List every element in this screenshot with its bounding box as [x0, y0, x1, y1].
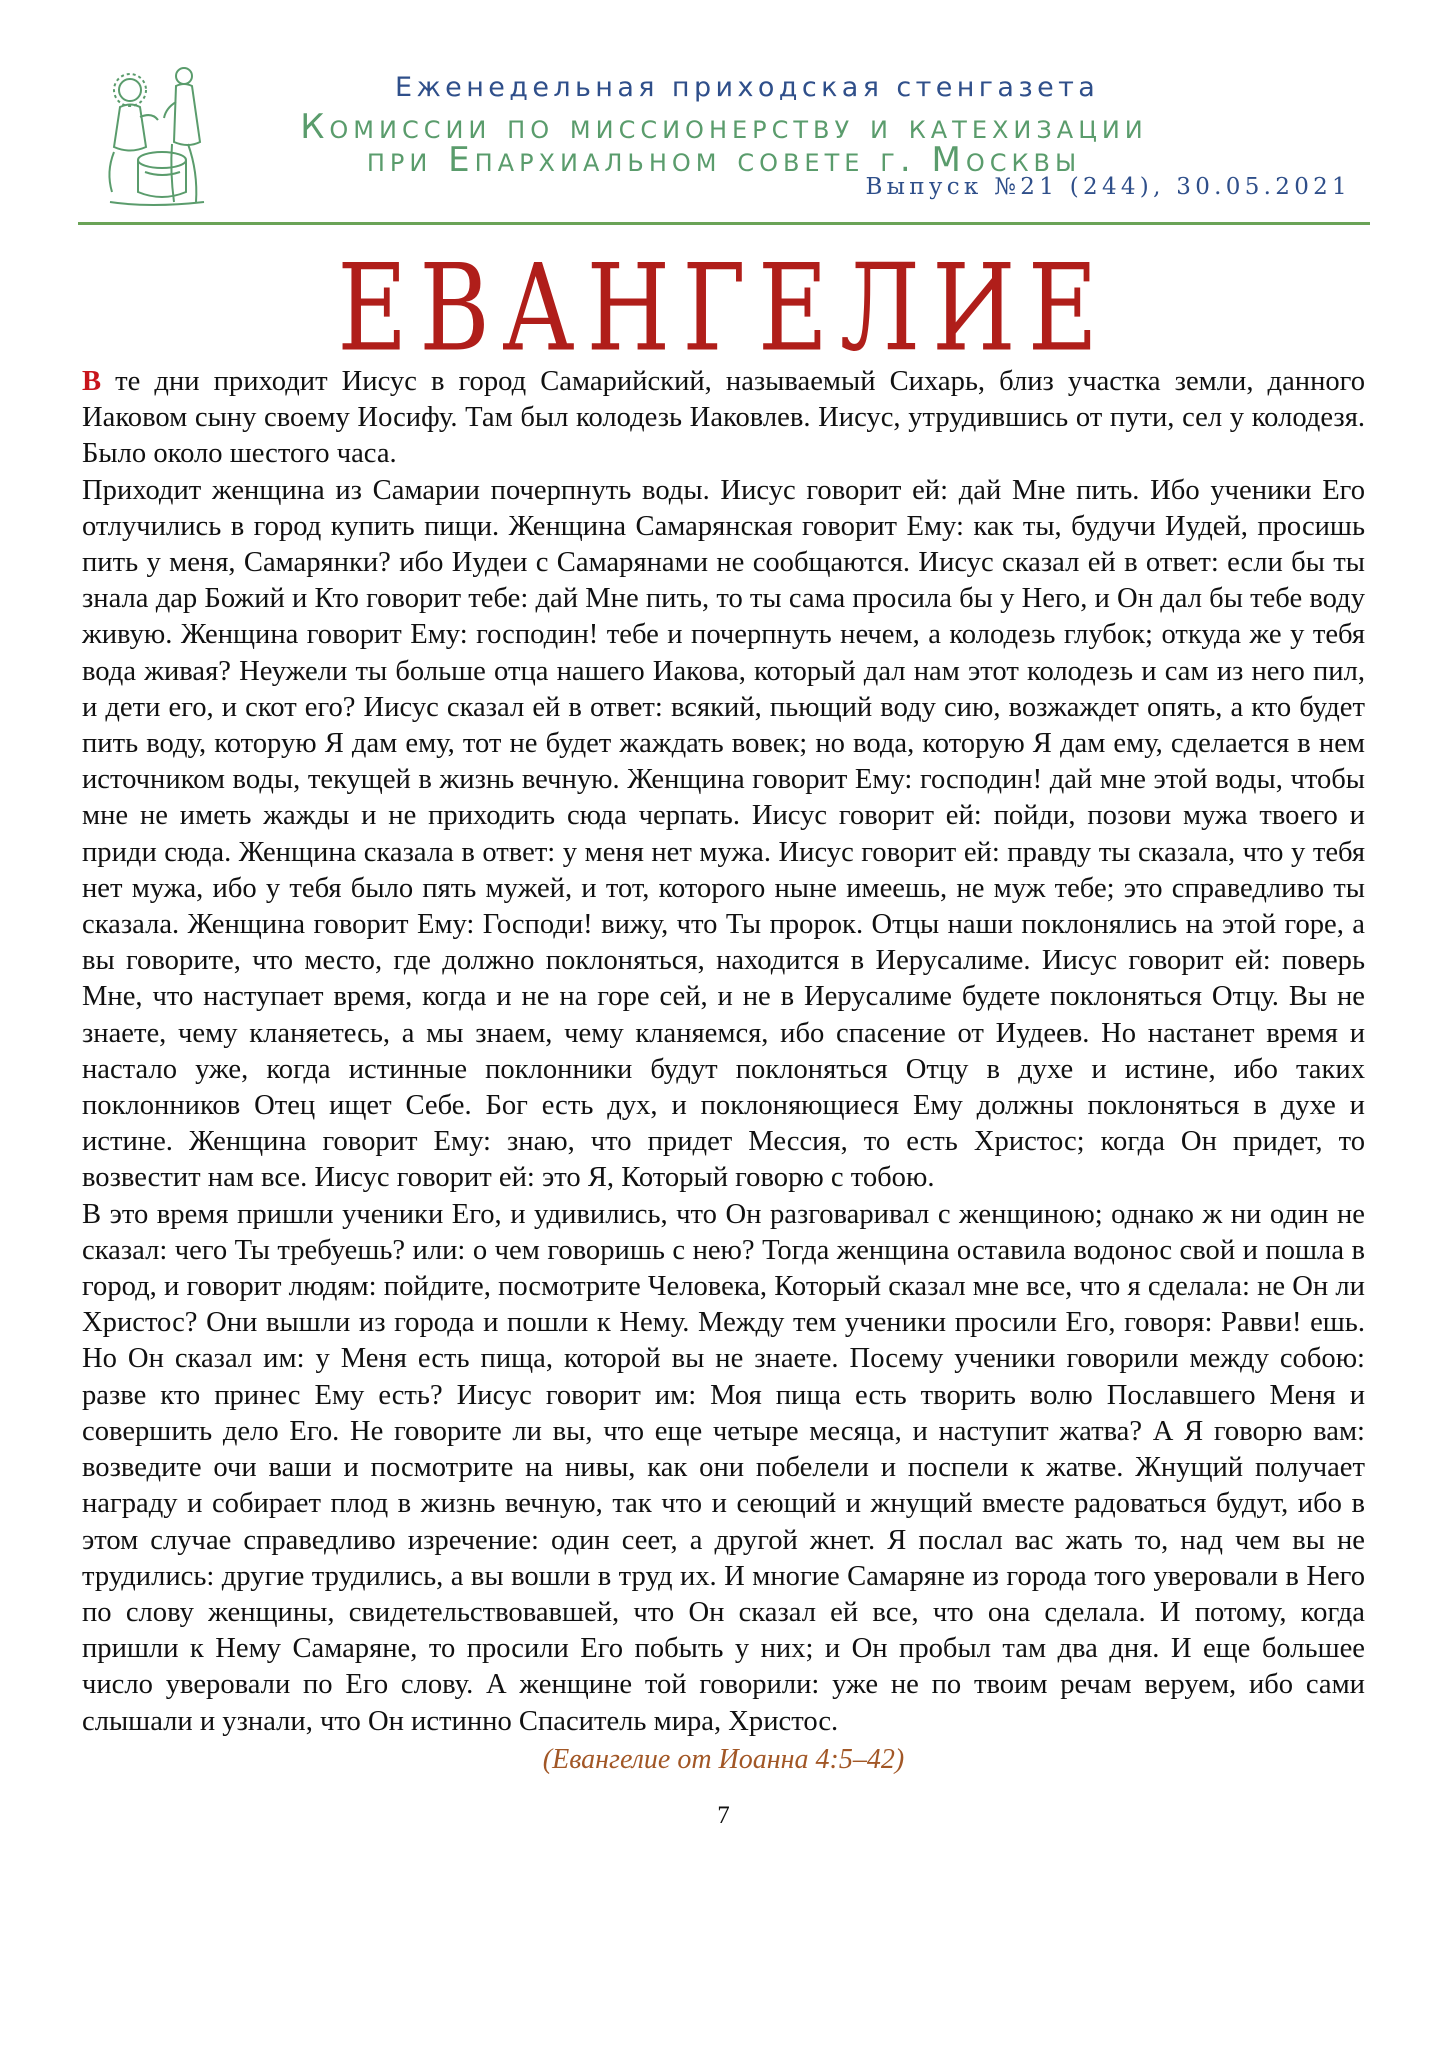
scripture-citation: (Евангелие от Иоанна 4:5–42) [542, 1744, 905, 1775]
paragraph-1-text: те дни приходит Иисус в город Самарийский, называемый Сихарь, близ участка земли, данного Иаковом сыну своему Иосифу. Там был колодезь Иаковлев. Иисус, утрудившись от пути, сел у колодезя. Было около шестого часа. [82, 366, 1365, 470]
header-line-weekly: Еженедельная приходская стенгазета [395, 72, 1100, 103]
drop-cap: В [82, 366, 102, 397]
page-number: 7 [717, 1802, 730, 1829]
paragraph-1 [82, 364, 1365, 473]
issue-number: Выпуск №21 (244), 30.05.2021 [865, 174, 1351, 200]
gospel-text [82, 364, 1365, 1740]
page-header [0, 0, 1447, 228]
paragraph-3: В это время пришли ученики Его, и удивились, что Он разговаривал с женщиною; однако ж ни один не сказал: чего Ты требуешь? или: о чем говоришь с нею? Тогда женщина оставила водонос свой и пошла в город, и говорит людям: пойдите, посмотрите Человека, Который сказал мне все, что я сделала: не Он ли Христос? Они вышли из города и пошли к Нему. Между тем ученики просили Его, говоря: Равви! ешь. Но Он сказал им: у Меня есть пища, которой вы не знаете. Посему ученики говорили между собою: разве кто принес Ему есть? Иисус говорит им: Моя пища есть творить волю Пославшего Меня и совершить дело Его. Не говорите ли вы, что еще четыре месяца, и наступит жатва? А Я говорю вам: возведите очи ваши и посмотрите на нивы, как они побелели и поспели к жатве. Жнущий получает награду и собирает плод в жизнь вечную, так что и сеющий и жнущий вместе радоваться будут, ибо в этом случае справедливо изречение: один сеет, а другой жнет. Я послал вас жать то, над чем вы не трудились: другие трудились, а вы вошли в труд их. И многие Самаряне из города того уверовали в Него по слову женщины, свидетельствовавшей, что Он сказал ей все, что она сделала. И потому, когда пришли к Нему Самаряне, то просили Его побыть у них; и Он пробыл там два дня. И еще большее число уверовали по Его слову. А женщине той говорили: уже не по твоим речам веруем, ибо сами слышали и узнали, что Он истинно Спаситель мира, Христос. [82, 1198, 1365, 1737]
header-line-commission: Комиссии по миссионерству и катехизации [300, 107, 1148, 147]
page-title: ЕВАНГЕЛИЕ [337, 238, 1110, 378]
header-divider [78, 222, 1370, 225]
header-line-council: при Епархиальном совете г. Москвы [366, 140, 1082, 180]
paragraph-2: Приходит женщина из Самарии почерпнуть воды. Иисус говорит ей: дай Мне пить. Ибо ученики Его отлучились в город купить пищи. Женщина Самарянская говорит Ему: как ты, будучи Иудей, просишь пить у меня, Самарянки? ибо Иудеи с Самарянами не сообщаются. Иисус сказал ей в ответ: если бы ты знала дар Божий и Кто говорит тебе: дай Мне пить, то ты сама просила бы у Него, и Он дал бы тебе воду живую. Женщина говорит Ему: господин! тебе и почерпнуть нечем, а колодезь глубок; откуда же у тебя вода живая? Неужели ты больше отца нашего Иакова, который дал нам этот колодезь и сам из него пил, и дети его, и скот его? Иисус сказал ей в ответ: всякий, пьющий воду сию, возжаждет опять, а кто будет пить воду, которую Я дам ему, тот не будет жаждать вовек; но вода, которую Я дам ему, сделается в нем источником воды, текущей в жизнь вечную. Женщина говорит Ему: господин! дай мне этой воды, чтобы мне не иметь жажды и не приходить сюда черпать. Иисус говорит ей: пойди, позови мужа твоего и приди сюда. Женщина сказала в ответ: у меня нет мужа. Иисус говорит ей: правду ты сказала, что у тебя нет мужа, ибо у тебя было пять мужей, и тот, которого ныне имеешь, не муж тебе; это справедливо ты сказала. Женщина говорит Ему: Господи! вижу, что Ты пророк. Отцы наши поклонялись на этой горе, а вы говорите, что место, где должно поклоняться, находится в Иерусалиме. Иисус говорит ей: поверь Мне, что наступает время, когда и не на горе сей, и не в Иерусалиме будете поклоняться Отцу. Вы не знаете, чему кланяетесь, а мы знаем, чему кланяемся, ибо спасение от Иудеев. Но настанет время и настало уже, когда истинные поклонники будут поклоняться Отцу в духе и истине, ибо таких поклонников Отец ищет Себе. Бог есть дух, и поклоняющиеся Ему должны поклоняться в духе и истине. Женщина говорит Ему: знаю, что придет Мессия, то есть Христос; когда Он придет, то возвестит нам все. Иисус говорит ей: это Я, Который говорю с тобою. [82, 474, 1365, 1194]
